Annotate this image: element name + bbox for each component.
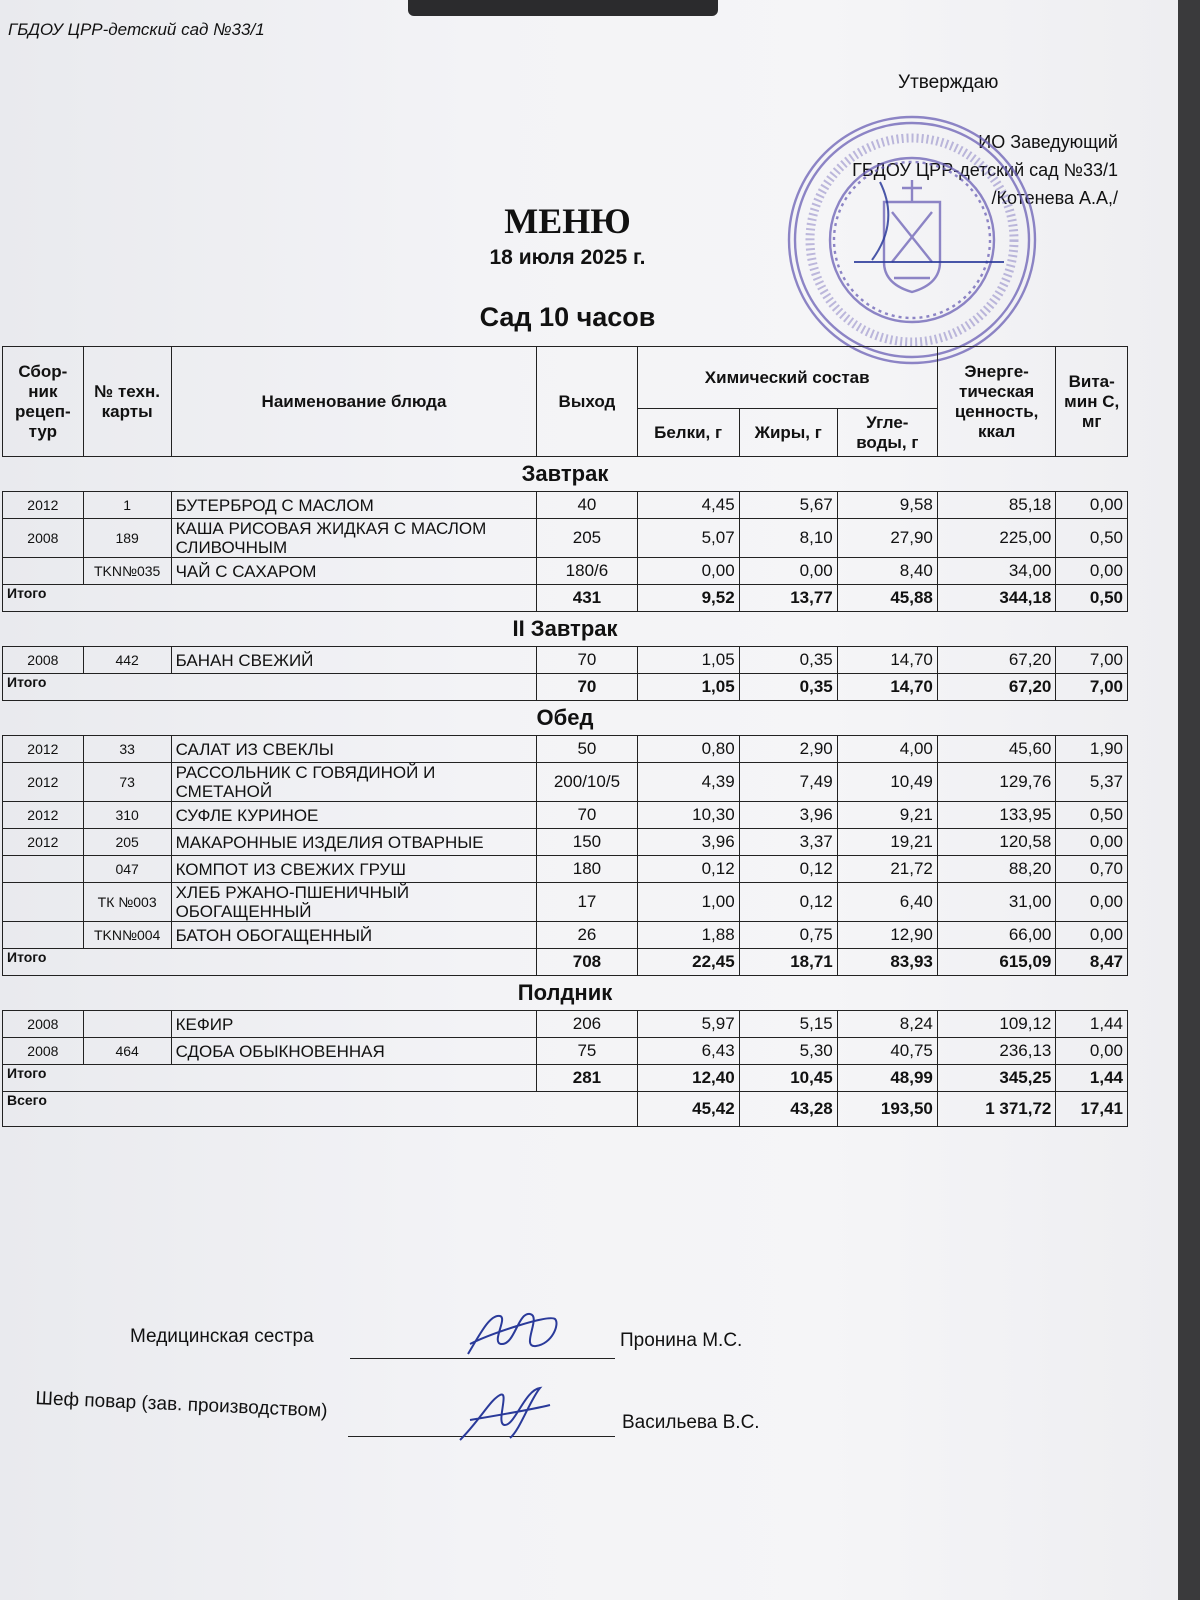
table-row xyxy=(3,558,1128,585)
total-carbs: 45,88 xyxy=(837,585,937,612)
fats-value: 5,15 xyxy=(739,1011,837,1038)
total-yield: 70 xyxy=(537,674,637,701)
fats-value: 0,12 xyxy=(739,883,837,922)
dish-yield: 180 xyxy=(537,856,637,883)
section-row xyxy=(3,701,1128,736)
energy-value: 129,76 xyxy=(937,763,1056,802)
tech-card-number: TKN№035 xyxy=(83,558,171,585)
fats-value: 5,30 xyxy=(739,1038,837,1065)
dish-name: БАТОН ОБОГАЩЕННЫЙ xyxy=(171,922,537,949)
menu-table-body xyxy=(3,457,1128,1127)
total-carbs: 48,99 xyxy=(837,1065,937,1092)
dish-name: СУФЛЕ КУРИНОЕ xyxy=(171,802,537,829)
menu-subtitle: Сад 10 часов xyxy=(479,302,656,332)
table-row xyxy=(3,883,1128,922)
grand-total-carbs: 193,50 xyxy=(837,1092,937,1127)
dish-yield: 50 xyxy=(537,736,637,763)
header-chem: Химический состав xyxy=(637,347,937,409)
menu-table xyxy=(2,346,1128,1127)
proteins-value: 10,30 xyxy=(637,802,739,829)
carbs-value: 14,70 xyxy=(837,647,937,674)
vitamin-value: 0,00 xyxy=(1056,1038,1128,1065)
proteins-value: 1,05 xyxy=(637,647,739,674)
nurse-role: Медицинская сестра xyxy=(130,1326,314,1347)
grand-total-proteins: 45,42 xyxy=(637,1092,739,1127)
dish-name: ЧАЙ С САХАРОМ xyxy=(171,558,537,585)
vitamin-value: 0,00 xyxy=(1056,492,1128,519)
recipe-collection: 2008 xyxy=(3,519,84,558)
carbs-value: 4,00 xyxy=(837,736,937,763)
vitamin-value: 1,44 xyxy=(1056,1011,1128,1038)
energy-value: 225,00 xyxy=(937,519,1056,558)
table-row xyxy=(3,736,1128,763)
tech-card-number: 464 xyxy=(83,1038,171,1065)
table-row xyxy=(3,763,1128,802)
recipe-collection: 2012 xyxy=(3,492,84,519)
tech-card-number xyxy=(83,1011,171,1038)
total-label: Итого xyxy=(3,949,537,976)
dish-name: ХЛЕБ РЖАНО-ПШЕНИЧНЫЙ ОБОГАЩЕННЫЙ xyxy=(171,883,537,922)
vitamin-value: 0,70 xyxy=(1056,856,1128,883)
grand-total-vitamin: 17,41 xyxy=(1056,1092,1128,1127)
total-vitamin: 7,00 xyxy=(1056,674,1128,701)
dish-name: СДОБА ОБЫКНОВЕННАЯ xyxy=(171,1038,537,1065)
recipe-collection: 2008 xyxy=(3,1038,84,1065)
tech-card-number: 310 xyxy=(83,802,171,829)
total-fats: 13,77 xyxy=(739,585,837,612)
organization-name: ГБДОУ ЦРР-детский сад №33/1 xyxy=(8,20,265,39)
tech-card-number: 047 xyxy=(83,856,171,883)
carbs-value: 27,90 xyxy=(837,519,937,558)
vitamin-value: 0,50 xyxy=(1056,519,1128,558)
recipe-collection: 2012 xyxy=(3,736,84,763)
nurse-name: Пронина М.С. xyxy=(620,1330,743,1351)
approve-position: ИО Заведующий xyxy=(978,132,1118,152)
header-carbs: Угле-воды, г xyxy=(837,409,937,457)
header-proteins: Белки, г xyxy=(637,409,739,457)
approve-signer: /Котенева А.А,/ xyxy=(991,188,1118,208)
energy-value: 85,18 xyxy=(937,492,1056,519)
tech-card-number: 205 xyxy=(83,829,171,856)
total-label: Итого xyxy=(3,585,537,612)
tech-card-number: TKN№004 xyxy=(83,922,171,949)
energy-value: 88,20 xyxy=(937,856,1056,883)
fats-value: 0,75 xyxy=(739,922,837,949)
header-yield: Выход xyxy=(537,347,637,457)
carbs-value: 40,75 xyxy=(837,1038,937,1065)
carbs-value: 9,21 xyxy=(837,802,937,829)
fats-value: 0,35 xyxy=(739,647,837,674)
header-collection: Сбор-ник рецеп-тур xyxy=(3,347,84,457)
dish-name: БАНАН СВЕЖИЙ xyxy=(171,647,537,674)
total-row xyxy=(3,674,1128,701)
total-proteins: 12,40 xyxy=(637,1065,739,1092)
dish-name: КЕФИР xyxy=(171,1011,537,1038)
dish-yield: 205 xyxy=(537,519,637,558)
page-title: МЕНЮ xyxy=(504,201,631,241)
table-row xyxy=(3,519,1128,558)
menu-date: 18 июля 2025 г. xyxy=(489,246,646,269)
fats-value: 0,12 xyxy=(739,856,837,883)
energy-value: 34,00 xyxy=(937,558,1056,585)
fats-value: 0,00 xyxy=(739,558,837,585)
fats-value: 3,37 xyxy=(739,829,837,856)
carbs-value: 8,40 xyxy=(837,558,937,585)
table-row xyxy=(3,856,1128,883)
proteins-value: 1,00 xyxy=(637,883,739,922)
dish-name: БУТЕРБРОД С МАСЛОМ xyxy=(171,492,537,519)
recipe-collection xyxy=(3,922,84,949)
dish-yield: 200/10/5 xyxy=(537,763,637,802)
tech-card-number: 442 xyxy=(83,647,171,674)
proteins-value: 0,00 xyxy=(637,558,739,585)
dish-name: КОМПОТ ИЗ СВЕЖИХ ГРУШ xyxy=(171,856,537,883)
proteins-value: 0,12 xyxy=(637,856,739,883)
tech-card-number: 1 xyxy=(83,492,171,519)
proteins-value: 6,43 xyxy=(637,1038,739,1065)
dish-yield: 70 xyxy=(537,647,637,674)
total-fats: 18,71 xyxy=(739,949,837,976)
energy-value: 67,20 xyxy=(937,647,1056,674)
total-label: Итого xyxy=(3,1065,537,1092)
recipe-collection: 2012 xyxy=(3,829,84,856)
nurse-signature-mark xyxy=(460,1304,570,1364)
grand-total-energy: 1 371,72 xyxy=(937,1092,1056,1127)
total-yield: 281 xyxy=(537,1065,637,1092)
proteins-value: 4,39 xyxy=(637,763,739,802)
chef-role: Шеф повар (зав. производством) xyxy=(35,1388,328,1422)
energy-value: 31,00 xyxy=(937,883,1056,922)
total-yield: 431 xyxy=(537,585,637,612)
vitamin-value: 0,00 xyxy=(1056,558,1128,585)
carbs-value: 21,72 xyxy=(837,856,937,883)
total-proteins: 9,52 xyxy=(637,585,739,612)
recipe-collection: 2012 xyxy=(3,763,84,802)
table-row xyxy=(3,492,1128,519)
fats-value: 7,49 xyxy=(739,763,837,802)
dish-yield: 70 xyxy=(537,802,637,829)
chef-signature-mark xyxy=(450,1380,560,1450)
table-row xyxy=(3,802,1128,829)
carbs-value: 10,49 xyxy=(837,763,937,802)
total-fats: 10,45 xyxy=(739,1065,837,1092)
fats-value: 8,10 xyxy=(739,519,837,558)
table-row xyxy=(3,1011,1128,1038)
section-row xyxy=(3,612,1128,647)
total-label: Итого xyxy=(3,674,537,701)
header-energy: Энерге-тическая ценность, ккал xyxy=(937,347,1056,457)
total-row xyxy=(3,585,1128,612)
grand-total-label: Всего xyxy=(3,1092,638,1127)
table-row xyxy=(3,1038,1128,1065)
tech-card-number: 73 xyxy=(83,763,171,802)
total-energy: 615,09 xyxy=(937,949,1056,976)
proteins-value: 3,96 xyxy=(637,829,739,856)
vitamin-value: 7,00 xyxy=(1056,647,1128,674)
proteins-value: 0,80 xyxy=(637,736,739,763)
carbs-value: 9,58 xyxy=(837,492,937,519)
section-title: II Завтрак xyxy=(3,612,1128,647)
total-vitamin: 0,50 xyxy=(1056,585,1128,612)
tech-card-number: ТК №003 xyxy=(83,883,171,922)
energy-value: 66,00 xyxy=(937,922,1056,949)
dish-yield: 40 xyxy=(537,492,637,519)
total-carbs: 14,70 xyxy=(837,674,937,701)
dish-yield: 75 xyxy=(537,1038,637,1065)
proteins-value: 5,97 xyxy=(637,1011,739,1038)
proteins-value: 4,45 xyxy=(637,492,739,519)
grand-total-fats: 43,28 xyxy=(739,1092,837,1127)
header-card: № техн. карты xyxy=(83,347,171,457)
dish-yield: 17 xyxy=(537,883,637,922)
energy-value: 109,12 xyxy=(937,1011,1056,1038)
vitamin-value: 0,00 xyxy=(1056,829,1128,856)
recipe-collection: 2008 xyxy=(3,1011,84,1038)
recipe-collection: 2012 xyxy=(3,802,84,829)
energy-value: 236,13 xyxy=(937,1038,1056,1065)
dish-name: КАША РИСОВАЯ ЖИДКАЯ С МАСЛОМ СЛИВОЧНЫМ xyxy=(171,519,537,558)
energy-value: 120,58 xyxy=(937,829,1056,856)
chef-name: Васильева В.С. xyxy=(622,1412,760,1433)
dish-name: САЛАТ ИЗ СВЕКЛЫ xyxy=(171,736,537,763)
grand-total-row xyxy=(3,1092,1128,1127)
fats-value: 2,90 xyxy=(739,736,837,763)
recipe-collection xyxy=(3,883,84,922)
carbs-value: 19,21 xyxy=(837,829,937,856)
total-vitamin: 1,44 xyxy=(1056,1065,1128,1092)
vitamin-value: 0,00 xyxy=(1056,922,1128,949)
tech-card-number: 189 xyxy=(83,519,171,558)
section-title: Завтрак xyxy=(3,457,1128,492)
approve-organization: ГБДОУ ЦРР-детский сад №33/1 xyxy=(852,160,1118,180)
approve-label: Утверждаю xyxy=(898,72,999,93)
energy-value: 45,60 xyxy=(937,736,1056,763)
tech-card-number: 33 xyxy=(83,736,171,763)
dish-yield: 206 xyxy=(537,1011,637,1038)
total-energy: 344,18 xyxy=(937,585,1056,612)
total-carbs: 83,93 xyxy=(837,949,937,976)
total-vitamin: 8,47 xyxy=(1056,949,1128,976)
table-row xyxy=(3,829,1128,856)
total-energy: 345,25 xyxy=(937,1065,1056,1092)
table-row xyxy=(3,647,1128,674)
fats-value: 3,96 xyxy=(739,802,837,829)
vitamin-value: 0,00 xyxy=(1056,883,1128,922)
vitamin-value: 5,37 xyxy=(1056,763,1128,802)
vitamin-value: 1,90 xyxy=(1056,736,1128,763)
fats-value: 5,67 xyxy=(739,492,837,519)
section-title: Полдник xyxy=(3,976,1128,1011)
header-fats: Жиры, г xyxy=(739,409,837,457)
total-proteins: 22,45 xyxy=(637,949,739,976)
dish-yield: 180/6 xyxy=(537,558,637,585)
recipe-collection: 2008 xyxy=(3,647,84,674)
recipe-collection xyxy=(3,558,84,585)
proteins-value: 5,07 xyxy=(637,519,739,558)
total-row xyxy=(3,1065,1128,1092)
header-dish: Наименование блюда xyxy=(171,347,537,457)
total-energy: 67,20 xyxy=(937,674,1056,701)
total-yield: 708 xyxy=(537,949,637,976)
dish-name: МАКАРОННЫЕ ИЗДЕЛИЯ ОТВАРНЫЕ xyxy=(171,829,537,856)
table-row xyxy=(3,922,1128,949)
vitamin-value: 0,50 xyxy=(1056,802,1128,829)
clipboard-clip xyxy=(408,0,718,16)
proteins-value: 1,88 xyxy=(637,922,739,949)
section-title: Обед xyxy=(3,701,1128,736)
carbs-value: 8,24 xyxy=(837,1011,937,1038)
header-vitamin: Вита-мин С, мг xyxy=(1056,347,1128,457)
carbs-value: 12,90 xyxy=(837,922,937,949)
total-row xyxy=(3,949,1128,976)
dish-name: РАССОЛЬНИК С ГОВЯДИНОЙ И СМЕТАНОЙ xyxy=(171,763,537,802)
total-fats: 0,35 xyxy=(739,674,837,701)
energy-value: 133,95 xyxy=(937,802,1056,829)
total-proteins: 1,05 xyxy=(637,674,739,701)
carbs-value: 6,40 xyxy=(837,883,937,922)
dish-yield: 150 xyxy=(537,829,637,856)
dish-yield: 26 xyxy=(537,922,637,949)
section-row xyxy=(3,457,1128,492)
section-row xyxy=(3,976,1128,1011)
recipe-collection xyxy=(3,856,84,883)
